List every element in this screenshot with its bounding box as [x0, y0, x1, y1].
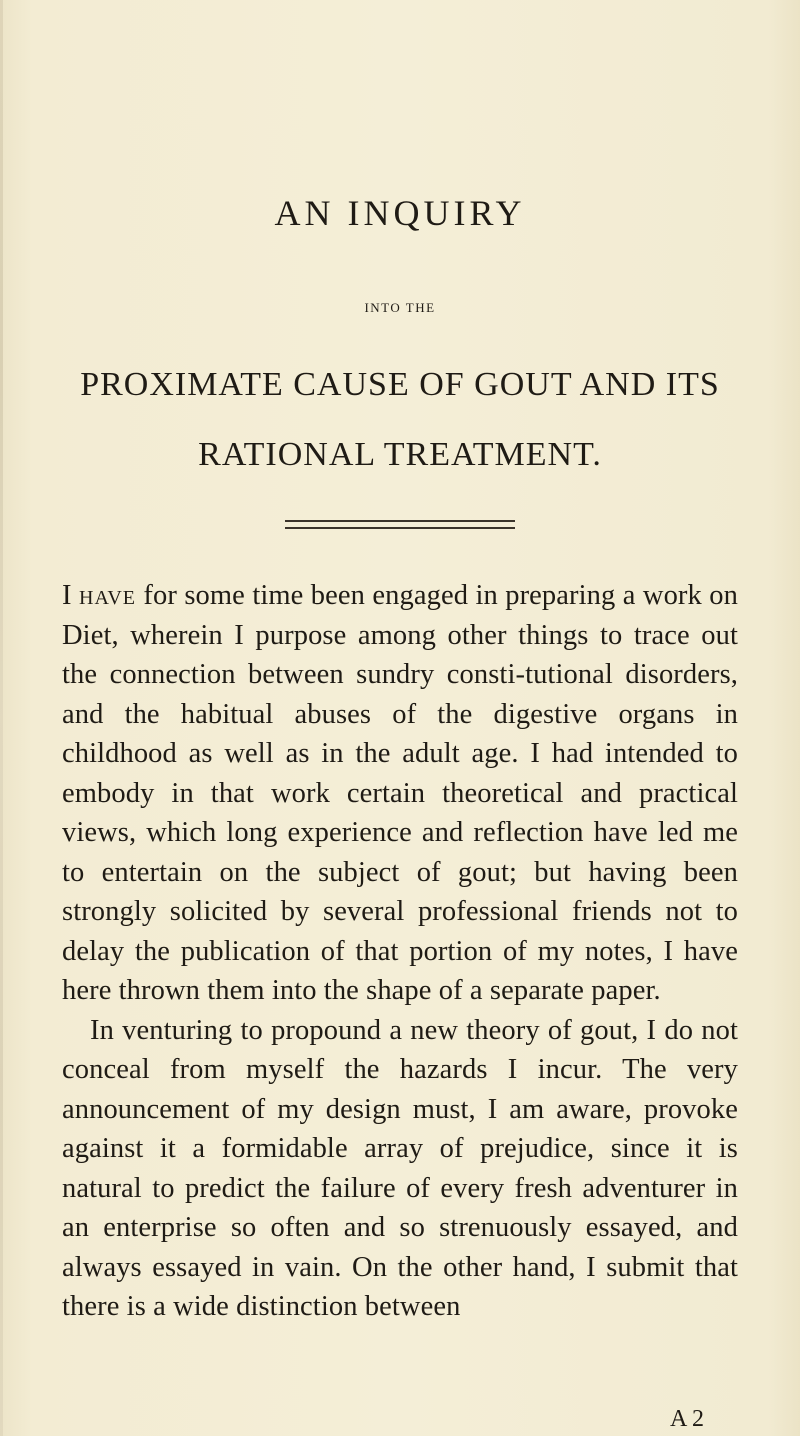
body-text [62, 576, 738, 1327]
title-line-1: AN INQUIRY [274, 193, 526, 233]
title-line-2: INTO THE [364, 300, 436, 315]
paragraph-1 [62, 576, 738, 1011]
title-line-4: RATIONAL TREATMENT. [198, 436, 602, 473]
paragraph-1-smallcaps: have [79, 580, 136, 611]
title-line-3: PROXIMATE CAUSE OF GOUT AND ITS [80, 366, 720, 403]
title-rule-bottom [285, 527, 515, 529]
paragraph-1-dropcap: I [62, 580, 72, 611]
paragraph-1-text: for some time been engaged in preparing a work on Diet, wherein I purpose among other things to trace out the connection between sundry consti-tutional disorders, and the habitual abuses of the digestive organs in childhood as well as in the adult age. I had intended to embody in that work certain theoretical and practical views, which long experience and reflection have led me to entertain on the subject of gout; but having been strongly solicited by several professional friends not to delay the publication of that portion of my notes, I have here thrown them into the shape of a separate paper. [62, 580, 738, 1006]
paragraph-2-text: In venturing to propound a new theory of gout, I do not conceal from myself the hazards I incur. The very announcement of my design must, I am aware, provoke against it a formidable array of prejudice, since it is natural to predict the failure of every fresh adventurer in an enterprise so often and so strenuously essayed, and always essayed in vain. On the other hand, I submit that there is a wide distinction between [62, 1014, 738, 1322]
paragraph-2 [62, 1011, 738, 1327]
title-rule-top [285, 520, 515, 522]
signature-mark: A 2 [670, 1406, 705, 1432]
